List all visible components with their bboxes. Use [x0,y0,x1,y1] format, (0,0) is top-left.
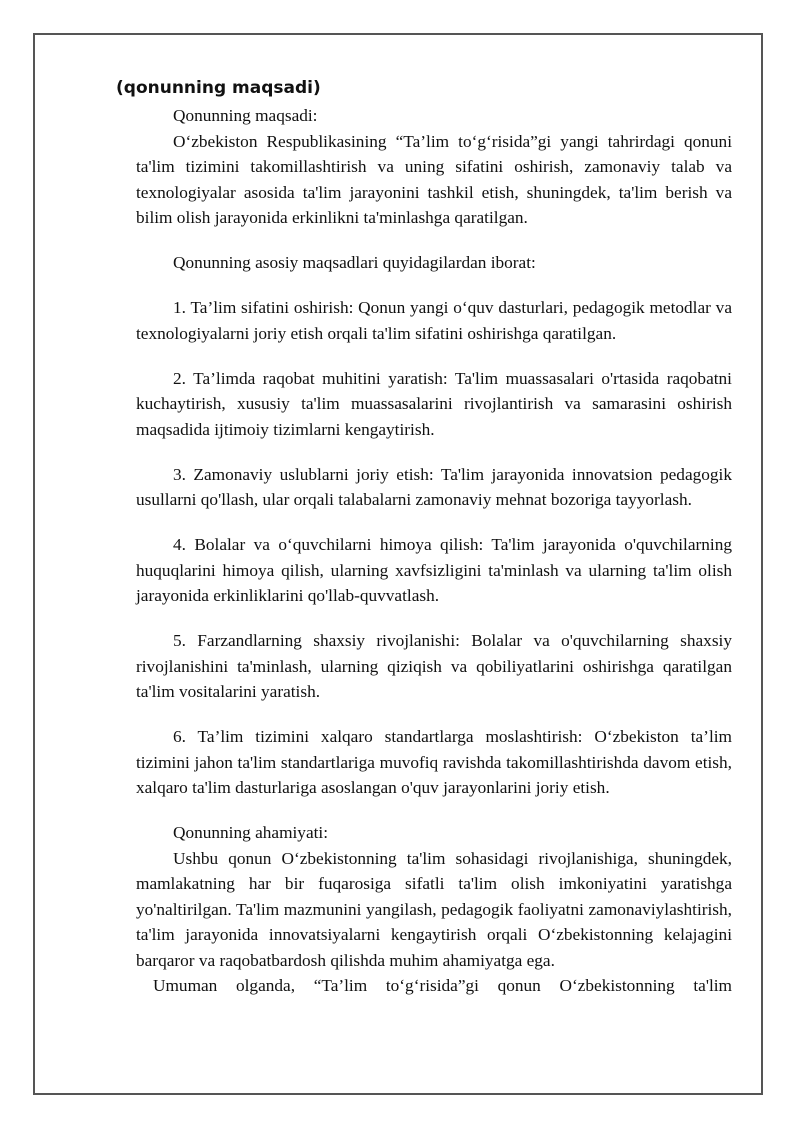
paragraph-purpose-title: Qonunning maqsadi: [173,106,318,125]
list-item-6: 6. Ta’lim tizimini xalqaro standartlarga moslashtirish: O‘zbekiston ta’lim tizimini jahon ta'lim standartlariga muvofiq ravishda takomillashtirishda davom etish, xalqaro ta'lim dasturlariga asoslangan o'quv jarayonlarini joriy etish. [136,727,732,797]
list-item-1: 1. Ta’lim sifatini oshirish: Qonun yangi o‘quv dasturlari, pedagogik metodlar va texnologiyalarni joriy etish orqali ta'lim sifatini oshirishga qaratilgan. [136,298,732,343]
list-item-4: 4. Bolalar va o‘quvchilarni himoya qilish: Ta'lim jarayonida o'quvchilarning huquqlarini himoya qilish, ularning xavfsizligini ta'minlash va ularning ta'lim olish jarayonida erkinliklarini qo'llab-quvvatlash. [136,535,732,605]
paragraph-importance-title: Qonunning ahamiyati: [173,823,329,842]
document-body [136,103,732,999]
list-item-3: 3. Zamonaviy uslublarni joriy etish: Ta'lim jarayonida innovatsion pedagogik usullarni qo'llash, ular orqali talabalarni zamonaviy mehnat bozoriga tayyorlash. [136,464,732,509]
paragraph-goals-intro: Qonunning asosiy maqsadlari quyidagilardan iborat: [173,253,536,272]
paragraph-purpose-body: O‘zbekiston Respublikasining “Ta’lim to‘g‘risida”gi yangi tahrirdagi qonuni ta'lim tizimini takomillashtirish va uning sifatini oshirish, zamonaviy talab va texnologiyalar asosida ta'lim jarayonini tashkil etish, shuningdek, ta'lim berish va bilim olish jarayonida erkinlikni ta'minlashga qaratilgan. [136,131,732,227]
section-heading: (qonunning maqsadi) [116,78,321,98]
list-item-5: 5. Farzandlarning shaxsiy rivojlanishi: Bolalar va o'quvchilarning shaxsiy rivojlanishini ta'minlash, ularning qiziqish va qobiliyatlarini oshirishga qaratilgan ta'lim vositalarini yaratish. [136,631,732,701]
paragraph-importance-body: Ushbu qonun O‘zbekistonning ta'lim sohasidagi rivojlanishiga, shuningdek, mamlakatning har bir fuqarosiga sifatli ta'lim olish imkoniyatini yaratishga yo'naltirilgan. Ta'lim mazmunini yangilash, pedagogik faoliyatni zamonaviylashtirish, ta'lim jarayonida innovatsiyalarni kengaytirish orqali O‘zbekistonning kelajagini barqaror va raqobatbardosh qilishda muhim ahamiyatga ega. [136,848,732,970]
list-item-2: 2. Ta’limda raqobat muhitini yaratish: Ta'lim muassasalari o'rtasida raqobatni kuchaytirish, xususiy ta'lim muassasalarini rivojlantirish va samarasini oshirish maqsadida ijtimoiy tizimlarni kengaytirish. [136,368,732,439]
paragraph-conclusion: Umuman olganda, “Ta’lim to‘g‘risida”gi qonun O‘zbekistonning ta'lim [153,976,732,995]
